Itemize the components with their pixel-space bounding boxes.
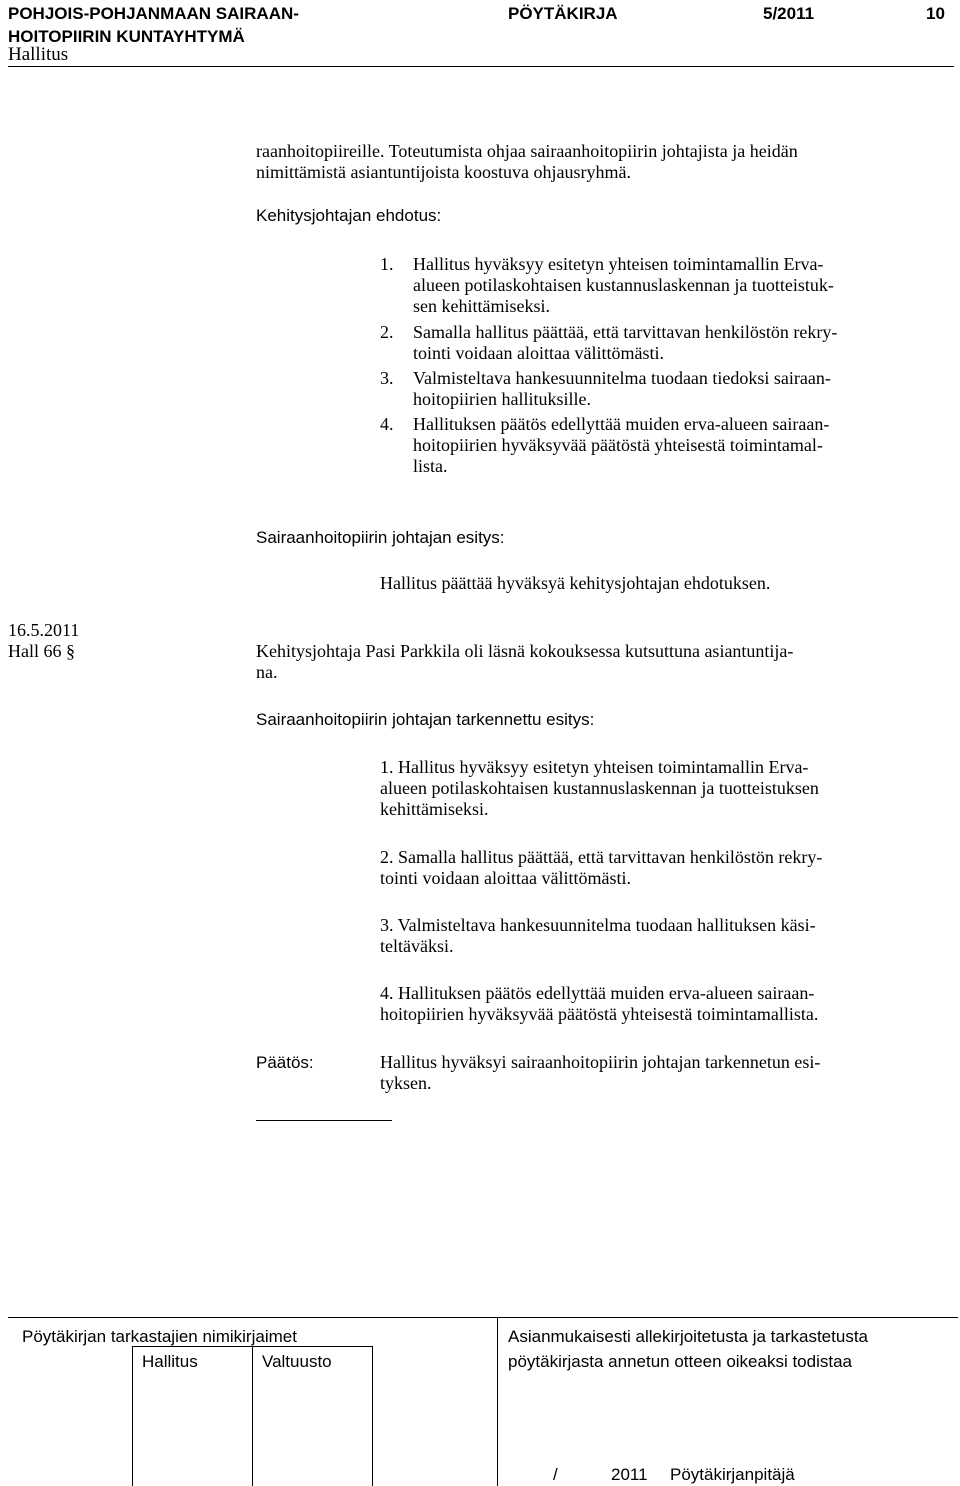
item-line: 1. Hallitus hyväksyy esitetyn yhteisen toimintamallin Erva- (380, 757, 809, 777)
refined-item-3 (380, 915, 816, 957)
item-number: 2. (380, 322, 394, 342)
initials-label: Pöytäkirjan tarkastajien nimikirjaimet (22, 1327, 297, 1346)
decision-text (380, 1052, 820, 1094)
item-line: Hallituksen päätös edellyttää muiden erva-alueen sairaan- (413, 414, 830, 434)
proposal-item-3 (380, 368, 831, 410)
attendance-line-1: Kehitysjohtaja Pasi Parkkila oli läsnä kokouksessa kutsuttuna asiantuntija- (256, 641, 794, 661)
decision-label: Päätös: (256, 1053, 314, 1072)
proposal-item-1 (380, 254, 834, 317)
item-line: alueen potilaskohtaisen kustannuslaskennan ja tuotteistuksen (380, 778, 819, 798)
initials-header-rule (132, 1346, 373, 1347)
certified-line-1: Asianmukaisesti allekirjoitetusta ja tarkastetusta (508, 1327, 868, 1346)
refined-item-2 (380, 847, 822, 889)
item-line: Samalla hallitus päättää, että tarvittavan henkilöstön rekry- (413, 322, 838, 342)
director-proposal: Hallitus päättää hyväksyä kehitysjohtajan ehdotuksen. (380, 573, 771, 593)
decision-line: tyksen. (380, 1073, 432, 1093)
decision-rule (256, 1120, 392, 1121)
header-rule (8, 66, 954, 67)
item-line: hoitopiirien hyväksyvää päätöstä yhteisestä toimintamallista. (380, 1004, 819, 1024)
refined-item-1 (380, 757, 819, 820)
item-line: hoitopiirien hallituksille. (413, 389, 591, 409)
page-number: 10 (926, 4, 945, 23)
issue-number: 5/2011 (763, 4, 815, 23)
item-line: 4. Hallituksen päätös edellyttää muiden erva-alueen sairaan- (380, 983, 815, 1003)
item-number: 1. (380, 254, 394, 274)
section-reference: Hall 66 § (8, 641, 75, 661)
minutes-keeper: Pöytäkirjanpitäjä (670, 1465, 795, 1484)
proposal-item-4 (380, 414, 829, 477)
body-name: Hallitus (8, 44, 69, 65)
meeting-date: 16.5.2011 (8, 620, 80, 640)
item-line: tointi voidaan aloittaa välittömästi. (380, 868, 631, 888)
footer-top-rule (8, 1317, 958, 1318)
item-line: sen kehittämiseksi. (413, 296, 550, 316)
item-number: 4. (380, 414, 394, 434)
signature-year: 2011 (611, 1465, 648, 1484)
initials-divider-left (132, 1346, 133, 1486)
item-line: tointi voidaan aloittaa välittömästi. (413, 343, 664, 363)
item-line: Hallitus hyväksyy esitetyn yhteisen toimintamallin Erva- (413, 254, 824, 274)
attendance-line-2: na. (256, 662, 278, 682)
initials-col-hallitus: Hallitus (142, 1352, 198, 1371)
intro-line-2: nimittämistä asiantuntijoista koostuva ohjausryhmä. (256, 162, 631, 182)
item-line: alueen potilaskohtaisen kustannuslaskennan ja tuotteistuk- (413, 275, 834, 295)
initials-divider-mid (252, 1346, 253, 1486)
decision-line: Hallitus hyväksyi sairaanhoitopiirin johtajan tarkennetun esi- (380, 1052, 821, 1072)
item-line: kehittämiseksi. (380, 799, 489, 819)
item-line: hoitopiirien hyväksyvää päätöstä yhteisestä toimintamal- (413, 435, 823, 455)
proposal-heading: Kehitysjohtajan ehdotus: (256, 206, 442, 225)
proposal-item-2 (380, 322, 837, 364)
item-line: 2. Samalla hallitus päättää, että tarvittavan henkilöstön rekry- (380, 847, 823, 867)
date-slash: / (553, 1465, 558, 1484)
doc-type: PÖYTÄKIRJA (508, 4, 618, 23)
item-line: lista. (413, 456, 448, 476)
refined-heading: Sairaanhoitopiirin johtajan tarkennettu esitys: (256, 710, 595, 729)
certified-line-2: pöytäkirjasta annetun otteen oikeaksi todistaa (508, 1352, 853, 1371)
item-number: 3. (380, 368, 394, 388)
footer-divider (497, 1317, 498, 1486)
intro-line-1: raanhoitopiireille. Toteutumista ohjaa sairaanhoitopiirin johtajista ja heidän (256, 141, 798, 161)
initials-divider-right (372, 1346, 373, 1486)
org-name-line1: POHJOIS-POHJANMAAN SAIRAAN- (8, 4, 299, 23)
item-line: 3. Valmisteltava hankesuunnitelma tuodaan hallituksen käsi- (380, 915, 816, 935)
item-line: teltäväksi. (380, 936, 454, 956)
item-line: Valmisteltava hankesuunnitelma tuodaan tiedoksi sairaan- (413, 368, 831, 388)
refined-item-4 (380, 983, 818, 1025)
initials-col-valtuusto: Valtuusto (262, 1352, 332, 1371)
org-name-line2: HOITOPIIRIN KUNTAYHTYMÄ (8, 27, 245, 46)
director-heading: Sairaanhoitopiirin johtajan esitys: (256, 528, 505, 547)
